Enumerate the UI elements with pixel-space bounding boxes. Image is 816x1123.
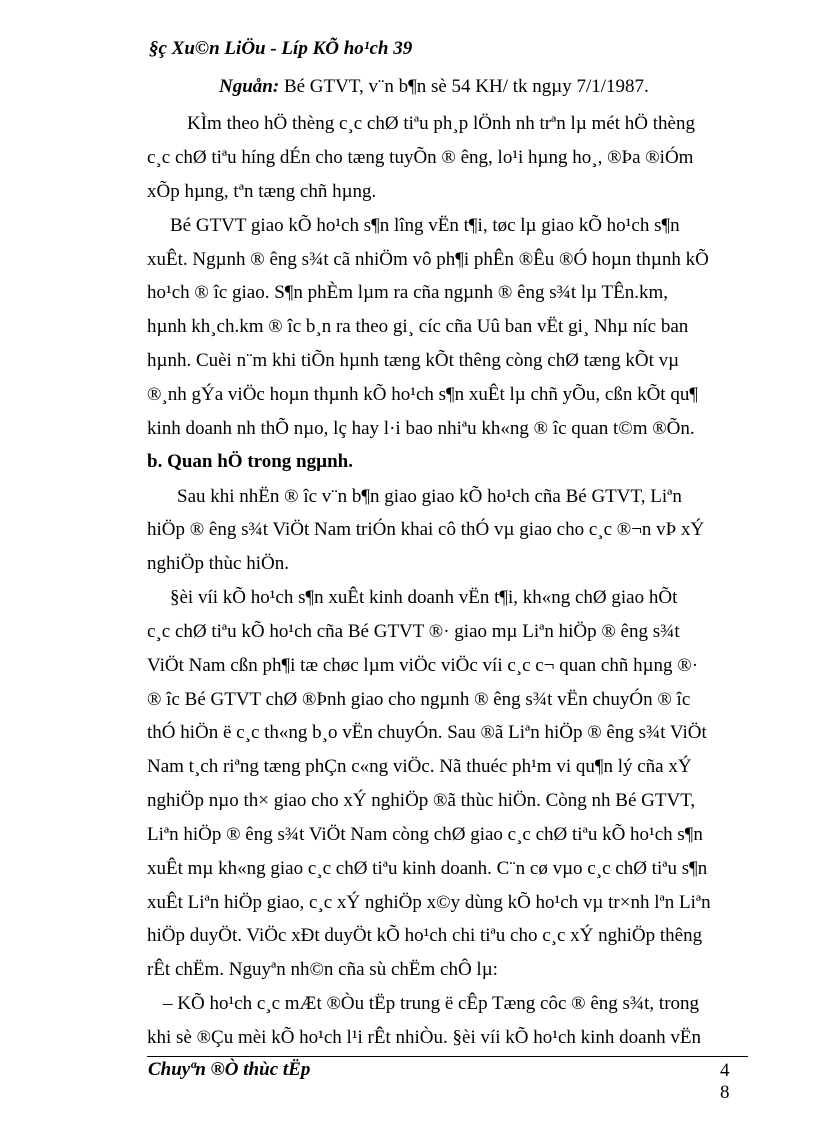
page-number-digit: 4 [720, 1060, 730, 1081]
body-line: c¸c chØ tiªu híng dÉn cho tæng tuyÕn ® êng, lo¹i hµng ho¸, ®Þa ®iÓm [147, 147, 694, 168]
footer-divider [147, 1056, 748, 1057]
body-line: xuÊt mµ kh«ng giao c¸c chØ tiªu kinh doanh. C¨n cø vµo c¸c chØ tiªu s¶n [147, 858, 708, 879]
body-line: hiÖp duyÖt. ViÖc xÐt duyÖt kÕ ho¹ch chi tiªu cho c¸c xÝ nghiÖp thêng [147, 925, 703, 946]
body-line: Sau khi nhËn ® îc v¨n b¶n giao giao kÕ ho¹ch cña Bé GTVT, Liªn [177, 486, 682, 507]
body-line: Nam t¸ch riªng tæng phÇn c«ng viÖc. Nã thuéc ph¹m vi qu¶n lý cña xÝ [147, 756, 692, 777]
body-line: ViÖt Nam cßn ph¶i tæ chøc lµm viÖc viÖc víi c¸c c¬ quan chñ hµng ®· [147, 655, 699, 676]
body-line: Liªn hiÖp ® êng s¾t ViÖt Nam còng chØ giao c¸c chØ tiªu kÕ ho¹ch s¶n [147, 824, 703, 845]
body-line: xuÊt. Ngµnh ® êng s¾t cã nhiÖm vô ph¶i phÊn ®Êu ®Ó hoµn thµnh kÕ [147, 249, 709, 270]
body-line: hiÖp ® êng s¾t ViÖt Nam triÓn khai cô thÓ vµ giao cho c¸c ®¬n vÞ xÝ [147, 519, 705, 540]
body-line: hµnh kh¸ch.km ® îc b¸n ra theo gi¸ cíc cña Uû ban vËt gi¸ Nhµ níc ban [147, 316, 689, 337]
source-citation [219, 76, 649, 98]
body-line: Bé GTVT giao kÕ ho¹ch s¶n lîng vËn t¶i, tøc lµ giao kÕ ho¹ch s¶n [170, 215, 680, 236]
body-line: c¸c chØ tiªu kÕ ho¹ch cña Bé GTVT ®· giao mµ Liªn hiÖp ® êng s¾t [147, 621, 680, 642]
running-header: §ç Xu©n LiÖu - Líp KÕ ho¹ch 39 [149, 38, 413, 59]
body-line: kinh doanh nh thÕ nµo, lç hay l·i bao nhiªu kh«ng ® îc quan t©m ®Õn. [147, 418, 695, 439]
body-line: thÓ hiÖn ë c¸c th«ng b¸o vËn chuyÓn. Sau ®ã Liªn hiÖp ® êng s¾t ViÖt [147, 722, 707, 743]
page-number-digit: 8 [720, 1082, 730, 1103]
body-line: nghiÖp nµo th× giao cho xÝ nghiÖp ®ã thùc hiÖn. Còng nh Bé GTVT, [147, 790, 696, 811]
body-line: rÊt chËm. Nguyªn nh©n cña sù chËm chÔ lµ: [147, 959, 498, 980]
body-line: xÕp hµng, tªn tæng chñ hµng. [147, 181, 377, 202]
body-line: ho¹ch ® îc giao. S¶n phÈm lµm ra cña ngµnh ® êng s¾t lµ TÊn.km, [147, 282, 669, 303]
page-number [720, 1060, 740, 1104]
body-line: nghiÖp thùc hiÖn. [147, 553, 289, 574]
footer-title: Chuyªn ®Ò thùc tËp [148, 1059, 311, 1080]
body-line: §èi víi kÕ ho¹ch s¶n xuÊt kinh doanh vËn t¶i, kh«ng chØ giao hÕt [170, 587, 678, 608]
source-text: Bé GTVT, v¨n b¶n sè 54 KH/ tk ngµy 7/1/1987. [279, 76, 649, 97]
body-line: ®¸nh gÝa viÖc hoµn thµnh kÕ ho¹ch s¶n xuÊt lµ chñ yÕu, cßn kÕt qu¶ [147, 384, 698, 405]
body-line: hµnh. Cuèi n¨m khi tiÕn hµnh tæng kÕt thêng còng chØ tæng kÕt vµ [147, 350, 680, 371]
body-line: khi sè ®Çu mèi kÕ ho¹ch l¹i rÊt nhiÒu. §èi víi kÕ ho¹ch kinh doanh vËn [147, 1027, 701, 1048]
section-heading: b. Quan hÖ trong ngµnh. [147, 451, 353, 472]
body-line: – KÕ ho¹ch c¸c mÆt ®Òu tËp trung ë cÊp Tæng côc ® êng s¾t, trong [163, 993, 700, 1014]
body-line: xuÊt Liªn hiÖp giao, c¸c xÝ nghiÖp x©y dùng kÕ ho¹ch vµ tr×nh lªn Liªn [147, 892, 711, 913]
body-line: KÌm theo hÖ thèng c¸c chØ tiªu ph¸p lÖnh nh trªn lµ mét hÖ thèng [187, 113, 695, 134]
body-line: ® îc Bé GTVT chØ ®Þnh giao cho ngµnh ® êng s¾t vËn chuyÓn ® îc [147, 689, 691, 710]
source-label: Nguån: [219, 76, 280, 97]
